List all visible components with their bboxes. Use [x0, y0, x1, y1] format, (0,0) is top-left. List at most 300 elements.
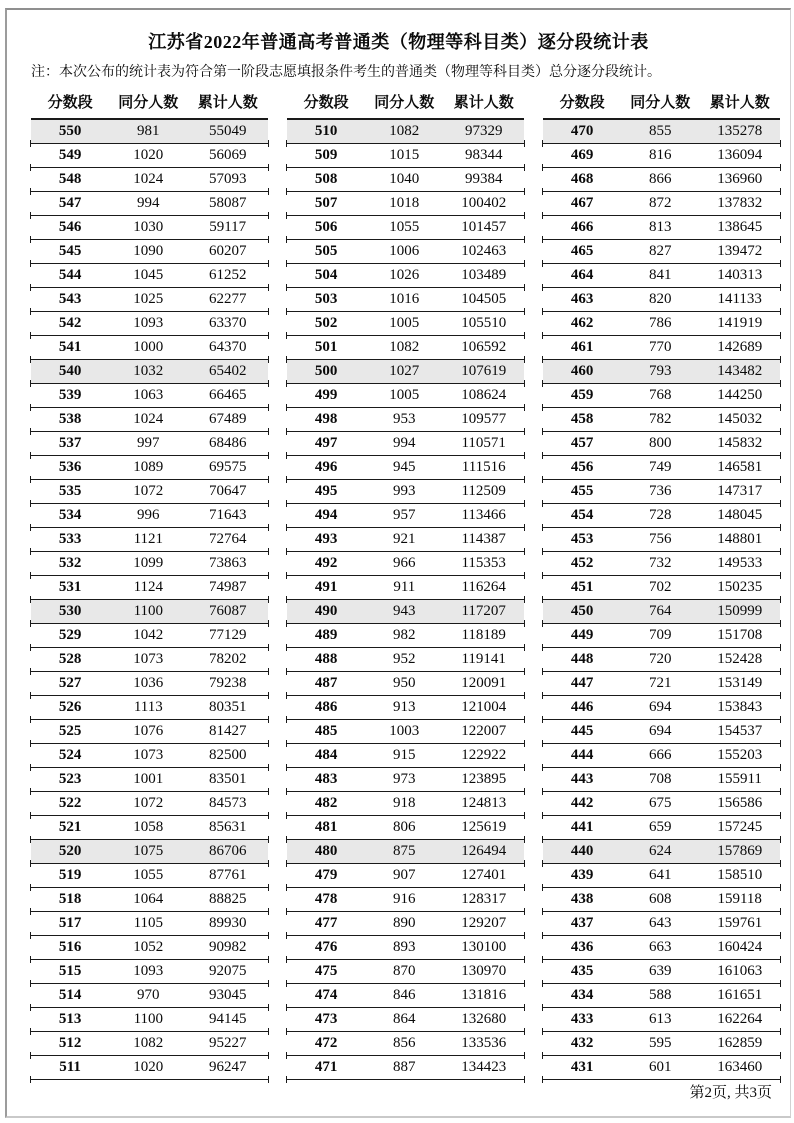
table-row — [543, 672, 780, 696]
table-body — [287, 118, 524, 1080]
score-cell: 540 — [58, 363, 82, 379]
table-row — [543, 576, 780, 600]
table-column-1 — [31, 90, 268, 1080]
score-cell: 432 — [570, 1035, 594, 1051]
score-cell: 544 — [58, 267, 82, 283]
score-cell: 524 — [58, 747, 82, 763]
score-cell: 529 — [58, 627, 82, 643]
table-row — [543, 432, 780, 456]
count-cell: 1040 — [389, 171, 420, 187]
table-row — [31, 120, 268, 144]
count-cell: 994 — [137, 195, 160, 211]
table-row — [31, 432, 268, 456]
cumulative-cell: 130100 — [461, 939, 507, 955]
cumulative-cell: 124813 — [461, 795, 507, 811]
score-cell: 528 — [58, 651, 82, 667]
table-column-2 — [287, 90, 524, 1080]
table-row — [287, 960, 524, 984]
cumulative-cell: 136094 — [717, 147, 763, 163]
cumulative-cell: 113466 — [461, 507, 506, 523]
score-cell: 550 — [58, 123, 82, 139]
cumulative-cell: 68486 — [208, 435, 247, 451]
count-cell: 1124 — [133, 579, 164, 595]
table-row — [287, 576, 524, 600]
score-cell: 452 — [570, 555, 594, 571]
table-row — [543, 960, 780, 984]
score-cell: 521 — [58, 819, 82, 835]
cumulative-cell: 115353 — [461, 555, 506, 571]
count-cell: 997 — [137, 435, 160, 451]
count-cell: 1064 — [133, 891, 164, 907]
table-row — [543, 264, 780, 288]
table-row — [543, 504, 780, 528]
score-cell: 448 — [570, 651, 594, 667]
table-row — [287, 408, 524, 432]
table-row — [287, 1056, 524, 1080]
count-cell: 1024 — [133, 411, 164, 427]
cumulative-cell: 79238 — [208, 675, 247, 691]
score-cell: 455 — [570, 483, 594, 499]
table-row — [287, 888, 524, 912]
table-row — [543, 912, 780, 936]
table-row — [31, 1056, 268, 1080]
score-cell: 509 — [314, 147, 338, 163]
score-cell: 535 — [58, 483, 82, 499]
count-cell: 624 — [649, 843, 672, 859]
count-cell: 1073 — [133, 651, 164, 667]
table-row — [31, 144, 268, 168]
table-row — [543, 456, 780, 480]
table-row — [31, 672, 268, 696]
table-row — [543, 792, 780, 816]
cumulative-cell: 80351 — [208, 699, 247, 715]
table-row — [287, 264, 524, 288]
count-cell: 916 — [393, 891, 416, 907]
table-row — [543, 840, 780, 864]
count-cell: 855 — [649, 123, 672, 139]
cumulative-cell: 161651 — [717, 987, 763, 1003]
table-row — [31, 408, 268, 432]
cumulative-cell: 72764 — [208, 531, 247, 547]
header-cumulative-count: 累计人数 — [453, 95, 514, 111]
table-row — [543, 336, 780, 360]
count-cell: 907 — [393, 867, 416, 883]
cumulative-cell: 158510 — [717, 867, 763, 883]
count-cell: 890 — [393, 915, 416, 931]
table-row — [31, 960, 268, 984]
score-cell: 501 — [314, 339, 338, 355]
header-same-score-count: 同分人数 — [374, 95, 435, 111]
count-cell: 950 — [393, 675, 416, 691]
count-cell: 728 — [649, 507, 672, 523]
cumulative-cell: 98344 — [464, 147, 503, 163]
cumulative-cell: 74987 — [208, 579, 247, 595]
score-cell: 468 — [570, 171, 594, 187]
count-cell: 1024 — [133, 171, 164, 187]
table-header-row — [287, 90, 524, 117]
count-cell: 875 — [393, 843, 416, 859]
score-cell: 458 — [570, 411, 594, 427]
score-cell: 539 — [58, 387, 82, 403]
cumulative-cell: 60207 — [208, 243, 247, 259]
count-cell: 639 — [649, 963, 672, 979]
score-cell: 545 — [58, 243, 82, 259]
score-cell: 481 — [314, 819, 338, 835]
cumulative-cell: 99384 — [464, 171, 503, 187]
count-cell: 721 — [649, 675, 672, 691]
score-cell: 446 — [570, 699, 594, 715]
score-cell: 516 — [58, 939, 82, 955]
cumulative-cell: 153149 — [717, 675, 763, 691]
table-row — [31, 384, 268, 408]
table-row — [31, 840, 268, 864]
table-row — [31, 240, 268, 264]
count-cell: 952 — [393, 651, 416, 667]
count-cell: 613 — [649, 1011, 672, 1027]
table-row — [543, 720, 780, 744]
table-row — [287, 456, 524, 480]
count-cell: 893 — [393, 939, 416, 955]
count-cell: 675 — [649, 795, 672, 811]
table-row — [287, 504, 524, 528]
cumulative-cell: 70647 — [208, 483, 247, 499]
count-cell: 1072 — [133, 483, 164, 499]
table-row — [287, 288, 524, 312]
table-row — [543, 360, 780, 384]
count-cell: 1005 — [389, 387, 420, 403]
score-cell: 541 — [58, 339, 82, 355]
count-cell: 793 — [649, 363, 672, 379]
score-cell: 436 — [570, 939, 594, 955]
count-cell: 1100 — [133, 603, 164, 619]
table-row — [287, 240, 524, 264]
count-cell: 1000 — [133, 339, 164, 355]
score-cell: 497 — [314, 435, 338, 451]
count-cell: 1006 — [389, 243, 420, 259]
cumulative-cell: 63370 — [208, 315, 247, 331]
score-cell: 433 — [570, 1011, 594, 1027]
count-cell: 870 — [393, 963, 416, 979]
cumulative-cell: 94145 — [208, 1011, 247, 1027]
document-page — [5, 8, 791, 1118]
table-row — [287, 816, 524, 840]
count-cell: 953 — [393, 411, 416, 427]
cumulative-cell: 138645 — [717, 219, 763, 235]
score-cell: 525 — [58, 723, 82, 739]
score-cell: 469 — [570, 147, 594, 163]
table-row — [31, 360, 268, 384]
table-row — [31, 312, 268, 336]
cumulative-cell: 88825 — [208, 891, 247, 907]
cumulative-cell: 77129 — [208, 627, 247, 643]
cumulative-cell: 95227 — [208, 1035, 247, 1051]
count-cell: 921 — [393, 531, 416, 547]
table-row — [31, 336, 268, 360]
score-cell: 444 — [570, 747, 594, 763]
cumulative-cell: 143482 — [717, 363, 763, 379]
score-cell: 512 — [58, 1035, 82, 1051]
table-row — [287, 120, 524, 144]
count-cell: 1073 — [133, 747, 164, 763]
cumulative-cell: 157245 — [717, 819, 763, 835]
count-cell: 915 — [393, 747, 416, 763]
count-cell: 1001 — [133, 771, 164, 787]
score-cell: 438 — [570, 891, 594, 907]
count-cell: 1058 — [133, 819, 164, 835]
score-cell: 517 — [58, 915, 82, 931]
table-row — [287, 672, 524, 696]
score-cell: 519 — [58, 867, 82, 883]
score-cell: 500 — [314, 363, 338, 379]
table-row — [543, 552, 780, 576]
cumulative-cell: 61252 — [208, 267, 247, 283]
count-cell: 945 — [393, 459, 416, 475]
count-cell: 918 — [393, 795, 416, 811]
cumulative-cell: 116264 — [461, 579, 506, 595]
count-cell: 813 — [649, 219, 672, 235]
table-row — [31, 528, 268, 552]
score-cell: 485 — [314, 723, 338, 739]
cumulative-cell: 146581 — [717, 459, 763, 475]
table-row — [287, 552, 524, 576]
cumulative-cell: 83501 — [208, 771, 247, 787]
table-row — [543, 144, 780, 168]
cumulative-cell: 108624 — [461, 387, 507, 403]
cumulative-cell: 112509 — [461, 483, 506, 499]
score-cell: 473 — [314, 1011, 338, 1027]
cumulative-cell: 137832 — [717, 195, 763, 211]
table-row — [31, 288, 268, 312]
table-row — [31, 720, 268, 744]
score-cell: 548 — [58, 171, 82, 187]
table-row — [31, 192, 268, 216]
cumulative-cell: 67489 — [208, 411, 247, 427]
score-cell: 508 — [314, 171, 338, 187]
score-cell: 486 — [314, 699, 338, 715]
count-cell: 1100 — [133, 1011, 164, 1027]
score-cell: 474 — [314, 987, 338, 1003]
count-cell: 764 — [649, 603, 672, 619]
table-row — [543, 624, 780, 648]
score-cell: 531 — [58, 579, 82, 595]
cumulative-cell: 157869 — [717, 843, 763, 859]
count-cell: 994 — [393, 435, 416, 451]
score-cell: 523 — [58, 771, 82, 787]
count-cell: 981 — [137, 123, 160, 139]
table-body — [31, 118, 268, 1080]
count-cell: 732 — [649, 555, 672, 571]
count-cell: 1003 — [389, 723, 420, 739]
table-header-row — [543, 90, 780, 117]
score-cell: 488 — [314, 651, 338, 667]
count-cell: 1113 — [133, 699, 163, 715]
score-cell: 514 — [58, 987, 82, 1003]
table-row — [31, 576, 268, 600]
table-row — [31, 744, 268, 768]
table-row — [287, 1032, 524, 1056]
count-cell: 970 — [137, 987, 160, 1003]
score-cell: 472 — [314, 1035, 338, 1051]
score-cell: 547 — [58, 195, 82, 211]
count-cell: 846 — [393, 987, 416, 1003]
cumulative-cell: 154537 — [717, 723, 763, 739]
cumulative-cell: 73863 — [208, 555, 247, 571]
table-row — [543, 984, 780, 1008]
table-row — [543, 312, 780, 336]
cumulative-cell: 105510 — [461, 315, 507, 331]
cumulative-cell: 55049 — [208, 123, 247, 139]
score-cell: 534 — [58, 507, 82, 523]
score-cell: 447 — [570, 675, 594, 691]
table-column-3 — [543, 90, 780, 1080]
score-cell: 496 — [314, 459, 338, 475]
score-cell: 451 — [570, 579, 594, 595]
score-cell: 507 — [314, 195, 338, 211]
count-cell: 973 — [393, 771, 416, 787]
count-cell: 966 — [393, 555, 416, 571]
count-cell: 1042 — [133, 627, 164, 643]
table-row — [287, 936, 524, 960]
score-cell: 435 — [570, 963, 594, 979]
score-cell: 440 — [570, 843, 594, 859]
table-row — [543, 408, 780, 432]
table-row — [543, 216, 780, 240]
count-cell: 1082 — [133, 1035, 164, 1051]
cumulative-cell: 96247 — [208, 1059, 247, 1075]
count-cell: 982 — [393, 627, 416, 643]
table-row — [287, 480, 524, 504]
score-cell: 475 — [314, 963, 338, 979]
table-row — [31, 624, 268, 648]
count-cell: 1082 — [389, 123, 420, 139]
table-row — [31, 456, 268, 480]
score-cell: 434 — [570, 987, 594, 1003]
score-cell: 489 — [314, 627, 338, 643]
score-cell: 462 — [570, 315, 594, 331]
count-cell: 1025 — [133, 291, 164, 307]
count-cell: 720 — [649, 651, 672, 667]
page-title: 江苏省2022年普通高考普通类（物理等科目类）逐分段统计表 — [148, 32, 649, 52]
cumulative-cell: 153843 — [717, 699, 763, 715]
cumulative-cell: 145032 — [717, 411, 763, 427]
score-cell: 505 — [314, 243, 338, 259]
cumulative-cell: 155203 — [717, 747, 763, 763]
count-cell: 1018 — [389, 195, 420, 211]
cumulative-cell: 92075 — [208, 963, 247, 979]
count-cell: 1045 — [133, 267, 164, 283]
cumulative-cell: 130970 — [461, 963, 507, 979]
count-cell: 887 — [393, 1059, 416, 1075]
table-row — [287, 144, 524, 168]
score-cell: 479 — [314, 867, 338, 883]
count-cell: 694 — [649, 723, 672, 739]
cumulative-cell: 106592 — [461, 339, 507, 355]
cumulative-cell: 140313 — [717, 267, 763, 283]
table-row — [287, 648, 524, 672]
table-row — [543, 768, 780, 792]
count-cell: 1063 — [133, 387, 164, 403]
cumulative-cell: 162264 — [717, 1011, 763, 1027]
score-cell: 526 — [58, 699, 82, 715]
cumulative-cell: 128317 — [461, 891, 507, 907]
score-cell: 484 — [314, 747, 338, 763]
cumulative-cell: 159118 — [717, 891, 762, 907]
count-cell: 709 — [649, 627, 672, 643]
score-cell: 459 — [570, 387, 594, 403]
table-row — [287, 216, 524, 240]
table-row — [543, 1008, 780, 1032]
score-cell: 532 — [58, 555, 82, 571]
cumulative-cell: 66465 — [208, 387, 247, 403]
count-cell: 1055 — [133, 867, 164, 883]
cumulative-cell: 101457 — [461, 219, 507, 235]
cumulative-cell: 163460 — [717, 1059, 763, 1075]
table-row — [31, 792, 268, 816]
score-cell: 439 — [570, 867, 594, 883]
cumulative-cell: 89930 — [208, 915, 247, 931]
cumulative-cell: 141133 — [717, 291, 762, 307]
table-row — [31, 168, 268, 192]
table-row — [543, 1032, 780, 1056]
cumulative-cell: 58087 — [208, 195, 247, 211]
cumulative-cell: 155911 — [717, 771, 762, 787]
count-cell: 1082 — [389, 339, 420, 355]
table-row — [31, 912, 268, 936]
cumulative-cell: 117207 — [461, 603, 506, 619]
count-cell: 820 — [649, 291, 672, 307]
count-cell: 708 — [649, 771, 672, 787]
table-row — [543, 936, 780, 960]
cumulative-cell: 132680 — [461, 1011, 507, 1027]
cumulative-cell: 114387 — [461, 531, 506, 547]
header-cumulative-count: 累计人数 — [197, 95, 258, 111]
cumulative-cell: 149533 — [717, 555, 763, 571]
score-cell: 450 — [570, 603, 594, 619]
cumulative-cell: 78202 — [208, 651, 247, 667]
table-row — [287, 360, 524, 384]
cumulative-cell: 109577 — [461, 411, 507, 427]
table-row — [31, 1032, 268, 1056]
score-cell: 538 — [58, 411, 82, 427]
table-row — [287, 336, 524, 360]
cumulative-cell: 100402 — [461, 195, 507, 211]
count-cell: 1090 — [133, 243, 164, 259]
score-cell: 527 — [58, 675, 82, 691]
cumulative-cell: 126494 — [461, 843, 507, 859]
table-row — [31, 768, 268, 792]
count-cell: 608 — [649, 891, 672, 907]
score-cell: 471 — [314, 1059, 338, 1075]
score-cell: 477 — [314, 915, 338, 931]
score-cell: 480 — [314, 843, 338, 859]
count-cell: 1020 — [133, 1059, 164, 1075]
score-cell: 453 — [570, 531, 594, 547]
header-score-range: 分数段 — [303, 95, 349, 111]
score-cell: 543 — [58, 291, 82, 307]
header-same-score-count: 同分人数 — [630, 95, 691, 111]
table-row — [287, 528, 524, 552]
score-cell: 495 — [314, 483, 338, 499]
count-cell: 702 — [649, 579, 672, 595]
cumulative-cell: 110571 — [461, 435, 506, 451]
table-row — [31, 504, 268, 528]
count-cell: 1076 — [133, 723, 164, 739]
count-cell: 1093 — [133, 963, 164, 979]
table-row — [543, 528, 780, 552]
score-cell: 467 — [570, 195, 594, 211]
table-row — [31, 1008, 268, 1032]
table-row — [287, 720, 524, 744]
